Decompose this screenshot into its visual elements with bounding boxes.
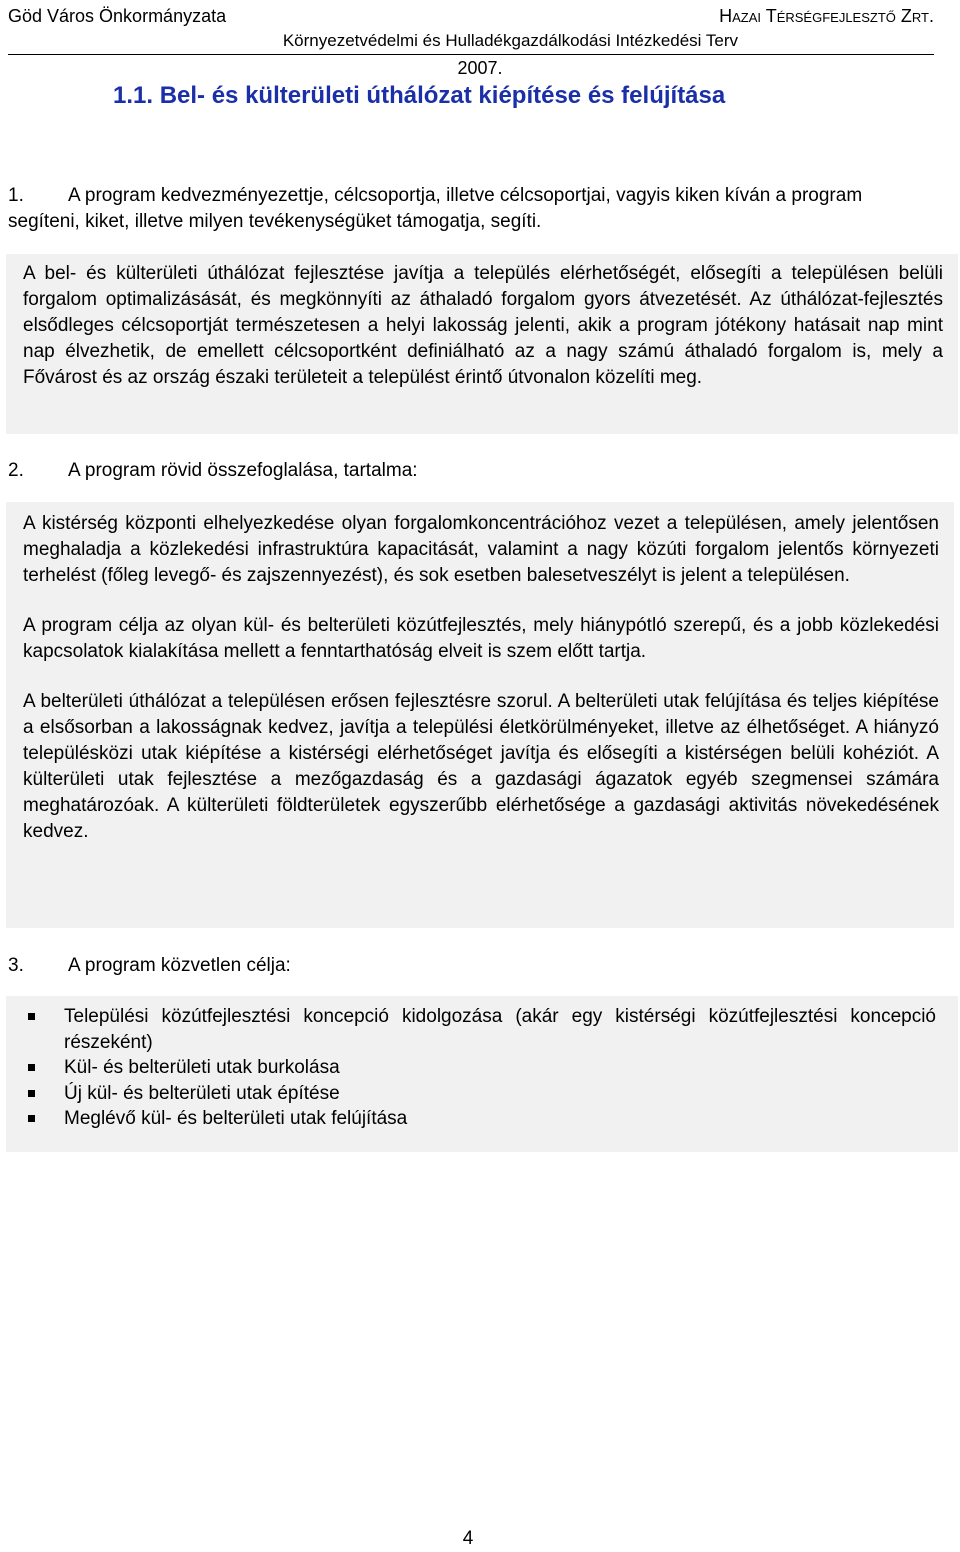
- list-item-text: Meglévő kül- és belterületi utak felújítása: [64, 1108, 408, 1129]
- square-bullet-icon: [28, 1090, 35, 1097]
- section-1-paragraph: A bel- és külterületi úthálózat fejlesztése javítja a település elérhetőségét, elősegíti a településen belüli forgalom optimalizásását, és megkönnyíti az áthaladó forgalom gyors átvezetését. Az úthálózat-fejlesztés elsődleges célcsoportját természetesen a helyi lakosság jelenti, akik a program jótékony hatásait nap mint nap élvezhetik, de emellett célcsoportként definiálható az a nagy számú áthaladó forgalom is, mely a Fővárost és az ország északi területeit a települést érintő útvonalon közelíti meg.: [23, 263, 943, 388]
- square-bullet-icon: [28, 1115, 35, 1122]
- page-title: 1.1. Bel- és külterületi úthálózat kiépítése és felújítása: [113, 82, 726, 109]
- section-3-number: 3.: [8, 955, 24, 976]
- section-2-paragraph-3: A belterületi úthálózat a településen erősen fejlesztésre szorul. A belterületi utak felújítása és teljes kiépítése a elsősorban a lakosságnak kedvez, javítja a települési életkörülményeket, illetve az élhetőséget. A hiányzó településközi utak kiépítése a kistérségi elérhetőséget javítja és elősegíti a kistérségen belüli kohéziót. A külterületi utak fejlesztése a mezőgazdaság és a gazdasági ágazatok egyéb szegmensei számára meghatározóak. A külterületi földterületek egyszerűbb elérhetősége a gazdasági aktivitás növekedésének kedvez.: [23, 691, 939, 842]
- section-2-heading-text: A program rövid összefoglalása, tartalma:: [68, 460, 418, 481]
- list-item-text: Új kül- és belterületi utak építése: [64, 1082, 340, 1104]
- section-3-heading-text: A program közvetlen célja:: [68, 955, 291, 976]
- list-item-text: Kül- és belterületi utak burkolása: [64, 1057, 340, 1078]
- section-2-heading: [8, 458, 418, 484]
- section-2-paragraph-1: A kistérség központi elhelyezkedése olyan forgalomkoncentrációhoz vezet a településen, amely jelentősen meghaladja a közlekedési infrastruktúra kapacitását, valamint a nagy közúti forgalom jelentős környezeti terhelést (főleg levegő- és zajszennyezést), és sok esetben balesetveszélyt is jelent a településen.: [23, 513, 939, 586]
- section-3-content-box: [6, 996, 958, 1152]
- list-item: [24, 1004, 936, 1055]
- page-header: [8, 4, 934, 55]
- section-3-heading: [8, 953, 291, 979]
- objectives-list: [6, 996, 958, 1132]
- square-bullet-icon: [28, 1013, 35, 1020]
- header-document-title: Környezetvédelmi és Hulladékgazdálkodási Intézkedési Terv: [282, 31, 738, 50]
- square-bullet-icon: [28, 1064, 35, 1071]
- section-1-heading-text: A program kedvezményezettje, célcsoportja, illetve célcsoportjai, vagyis kiken kíván a program segíteni, kiket, illetve milyen tevékenységüket támogatja, segíti.: [8, 185, 863, 232]
- section-1-number: 1.: [8, 185, 24, 206]
- header-company: Hazai Térségfejlesztő Zrt.: [719, 6, 934, 26]
- page-number: 4: [462, 1528, 474, 1549]
- list-item: [24, 1106, 936, 1132]
- header-municipality: Göd Város Önkormányzata: [8, 6, 227, 26]
- section-2-content-box: [6, 502, 954, 928]
- list-item: [24, 1081, 936, 1107]
- header-year: 2007.: [457, 58, 503, 78]
- section-2-number: 2.: [8, 460, 24, 481]
- list-item-text: Települési közútfejlesztési koncepció kidolgozása (akár egy kistérségi közútfejlesztési koncepció részeként): [64, 1006, 936, 1053]
- section-1-heading: [8, 183, 938, 235]
- section-2-paragraph-2: A program célja az olyan kül- és belterületi közútfejlesztés, mely hiánypótló szerepű, és a jobb közlekedési kapcsolatok kialakítása mellett a fenntarthatóság elveit is szem előtt tartja.: [23, 615, 939, 662]
- section-1-content-box: [6, 254, 958, 434]
- list-item: [24, 1055, 936, 1081]
